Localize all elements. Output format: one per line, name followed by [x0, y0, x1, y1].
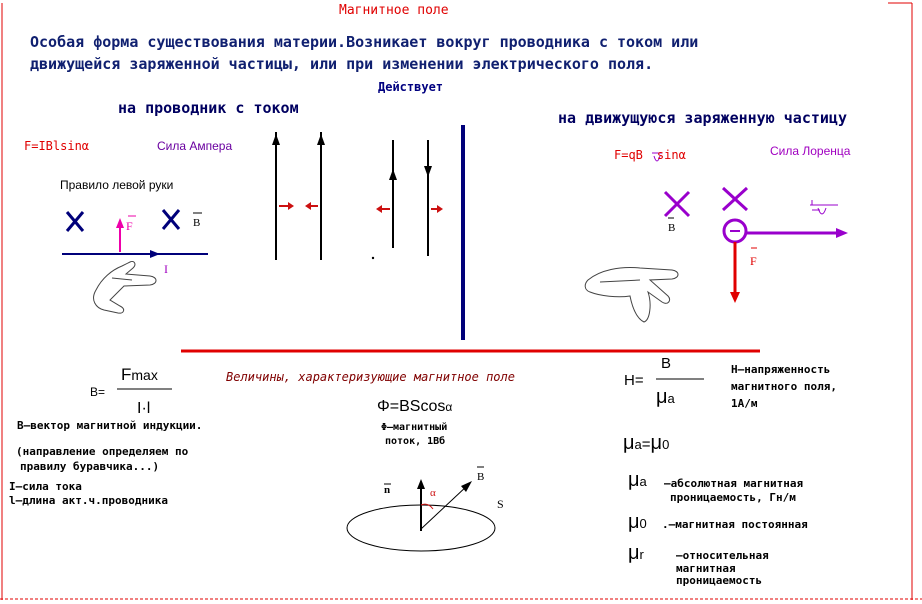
- ampere-force-name: Сила Ампера: [157, 139, 233, 153]
- left-hand-rule-label: Правило левой руки: [60, 178, 174, 192]
- rel-permeability-line-1: –относительная: [676, 549, 769, 562]
- intensity-desc-line-1: H–напряженность: [731, 363, 831, 376]
- abs-sub-a: a: [639, 474, 647, 489]
- flux-desc-line-1: Φ–магнитный: [381, 422, 448, 433]
- current-definition: I–сила тока: [9, 480, 82, 493]
- rel-permeability-symbol: [628, 543, 644, 563]
- induction-desc: B–вектор магнитной индукции.: [17, 419, 203, 432]
- definition-line-1: Особая форма существования материи.Возникает вокруг проводника с током или: [30, 33, 699, 51]
- left-hand-icon: [94, 261, 156, 313]
- quantities-heading: Величины, характеризующие магнитное поле: [226, 370, 515, 384]
- current-up-arrow-icon: [272, 134, 280, 145]
- induction-b-prefix: B=: [90, 385, 106, 399]
- lorentz-heading: на движущуюся заряженную частицу: [558, 109, 847, 127]
- mu-symbol: μ: [656, 386, 668, 408]
- b-cross-icon-left: [67, 212, 83, 231]
- current-up-arrow-icon: [389, 169, 397, 180]
- induction-note-line-2: правилу буравчика...): [20, 460, 160, 473]
- intensity-denominator: [656, 387, 675, 407]
- mu-symbol: μ: [628, 542, 640, 564]
- flux-n-label: n: [384, 484, 391, 496]
- mu-symbol: μ: [628, 469, 640, 491]
- intensity-desc-line-2: магнитного поля,: [731, 380, 837, 393]
- current-arrow-icon: [150, 250, 160, 258]
- rel-permeability-line-3: проницаемость: [676, 574, 763, 587]
- flux-formula: [377, 399, 452, 415]
- page-title: Магнитное поле: [339, 3, 449, 18]
- ampere-formula: [24, 140, 89, 152]
- force-arrows-ampere: [279, 202, 443, 213]
- lorentz-f-label: F: [750, 254, 757, 268]
- eq-sub-a: a: [634, 437, 642, 452]
- ampere-formula-text: F=IBlsin: [24, 139, 82, 153]
- conductor-pair-repel: [393, 140, 428, 256]
- ampere-i-label: I: [164, 262, 168, 276]
- current-up-arrow-icon: [317, 134, 325, 145]
- abs-permeability-line-1: –абсолютная магнитная: [664, 477, 804, 490]
- induction-numerator: [121, 366, 158, 383]
- lorentz-formula-part-a: F=qB: [614, 148, 643, 162]
- permeability-equation: [623, 433, 669, 453]
- flux-desc-line-2: поток, 1Вб: [385, 436, 446, 447]
- flux-b-label: B: [477, 471, 485, 483]
- flux-formula-text: Φ=BScos: [377, 398, 446, 415]
- length-definition: l–длина акт.ч.проводника: [9, 494, 168, 507]
- lorentz-formula: [614, 149, 686, 161]
- normal-vector-head-icon: [417, 479, 425, 489]
- rel-permeability-line-2: магнитная: [676, 562, 736, 575]
- intensity-desc-line-3: 1А/м: [731, 397, 758, 410]
- induction-numerator-f: F: [121, 365, 132, 384]
- b-cross-icon-lorentz-left: [665, 192, 689, 216]
- induction-numerator-sub: max: [131, 367, 158, 383]
- b-cross-icon-lorentz-right: [723, 188, 747, 210]
- intensity-h-prefix: H=: [624, 372, 644, 389]
- b-vector-flux: [421, 485, 468, 529]
- acts-label: Действует: [378, 80, 444, 94]
- rel-sub-r: r: [639, 547, 644, 562]
- alpha-symbol: α: [678, 148, 686, 162]
- force-arrow-head-icon: [116, 218, 124, 228]
- alpha-symbol: α: [81, 139, 90, 153]
- force-arrow-head-icon: [730, 292, 740, 303]
- abs-permeability-line-2: проницаемость, Гн/м: [670, 491, 796, 504]
- magnetic-constant-symbol: [628, 512, 647, 532]
- mu-sub-a: a: [667, 391, 675, 406]
- ampere-b-label: B: [193, 217, 201, 229]
- velocity-arrow-head-icon: [836, 228, 848, 238]
- definition-line-2: движущейся заряженной частицы, или при изменении электрического поля.: [30, 55, 654, 73]
- magnetic-constant-text: .–магнитная постоянная: [662, 518, 808, 531]
- induction-denominator: I·l: [137, 400, 151, 417]
- alpha-symbol: α: [445, 400, 453, 414]
- mu-symbol: μ: [650, 432, 663, 454]
- mu-symbol: μ: [623, 432, 635, 454]
- abs-permeability-symbol: [628, 470, 647, 490]
- lorentz-b-label: B: [668, 222, 676, 234]
- left-hand-icon-lorentz: [585, 268, 678, 323]
- dot-mark: [372, 257, 374, 259]
- ampere-f-label: F: [126, 219, 133, 233]
- induction-note-line-1: (направление определяем по: [16, 445, 189, 458]
- eq-equals: =: [641, 436, 651, 453]
- const-sub-0: 0: [639, 516, 647, 531]
- eq-sub-0: 0: [662, 437, 670, 452]
- current-down-arrow-icon: [424, 166, 432, 177]
- ampere-heading: на проводник с током: [118, 99, 299, 117]
- lorentz-formula-part-b: sin: [656, 148, 679, 162]
- flux-alpha-label: α: [430, 487, 436, 499]
- intensity-numerator: B: [661, 355, 672, 372]
- flux-s-label: S: [497, 497, 504, 511]
- velocity-symbol-icon: [810, 200, 838, 214]
- lorentz-force-name: Сила Лоренца: [770, 144, 851, 158]
- mu-symbol: μ: [628, 511, 640, 533]
- conductor-pair-attract: [276, 132, 321, 260]
- b-cross-icon-right: [163, 210, 179, 229]
